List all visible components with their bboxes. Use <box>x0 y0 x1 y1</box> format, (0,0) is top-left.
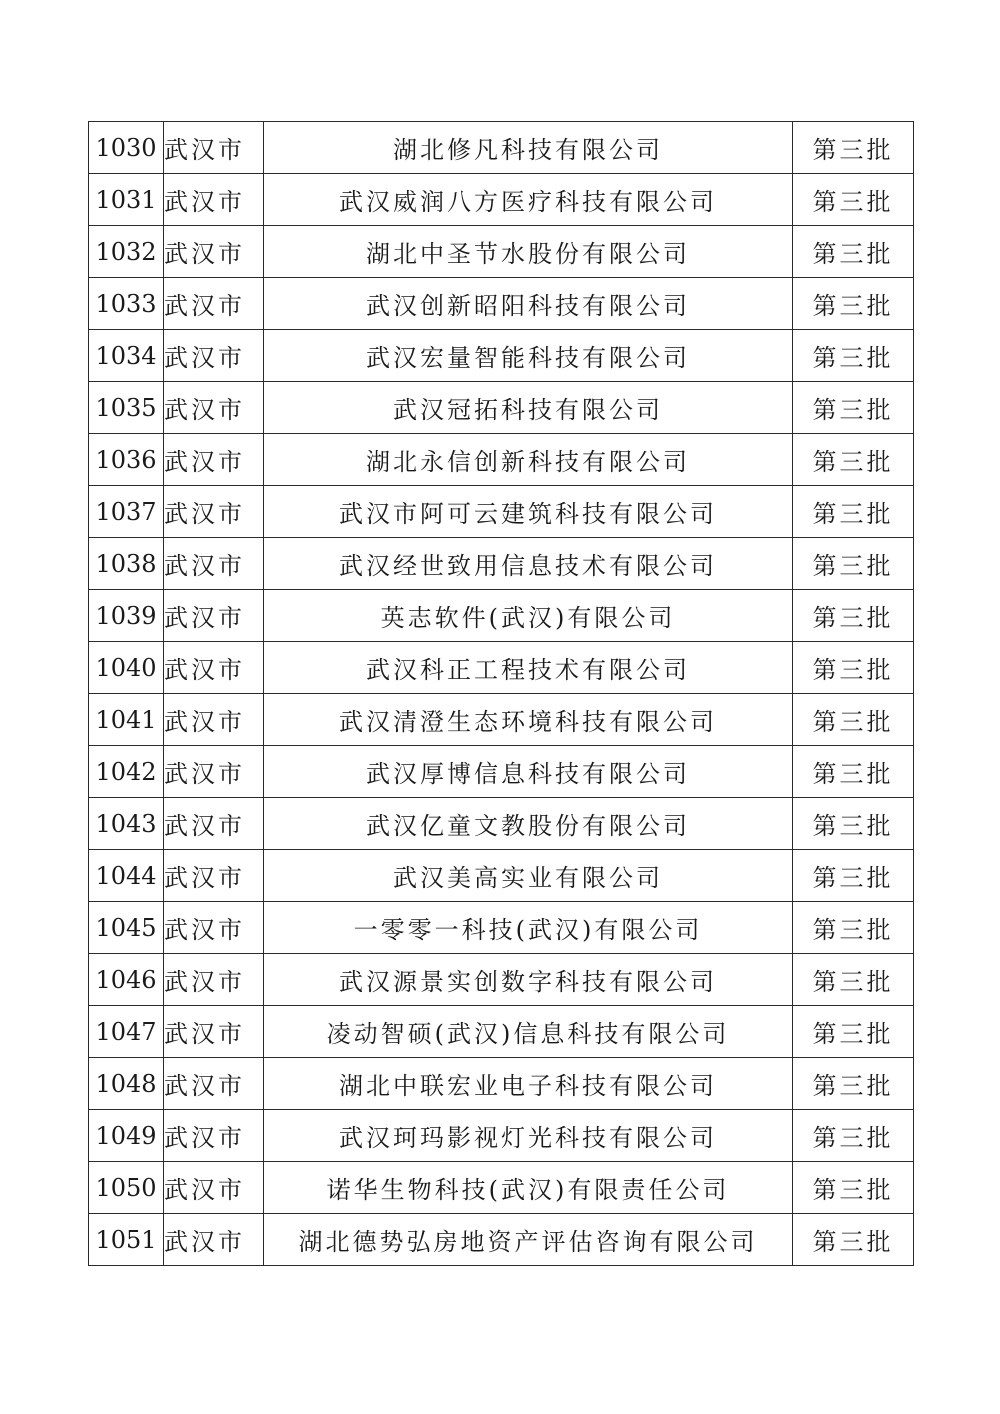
table-row <box>89 1162 914 1214</box>
batch-cell: 第三批 <box>793 590 914 642</box>
batch-cell: 第三批 <box>793 226 914 278</box>
table-row <box>89 850 914 902</box>
batch-cell: 第三批 <box>793 694 914 746</box>
city-cell: 武汉市 <box>164 798 264 850</box>
row-number: 1043 <box>89 798 164 850</box>
row-number: 1038 <box>89 538 164 590</box>
table-row <box>89 174 914 226</box>
table-row <box>89 798 914 850</box>
company-name-cell: 武汉宏量智能科技有限公司 <box>264 330 793 382</box>
batch-cell: 第三批 <box>793 746 914 798</box>
company-name-cell: 武汉厚博信息科技有限公司 <box>264 746 793 798</box>
batch-cell: 第三批 <box>793 122 914 174</box>
city-cell: 武汉市 <box>164 382 264 434</box>
city-cell: 武汉市 <box>164 642 264 694</box>
company-name-cell: 武汉清澄生态环境科技有限公司 <box>264 694 793 746</box>
table-row <box>89 590 914 642</box>
batch-cell: 第三批 <box>793 486 914 538</box>
batch-cell: 第三批 <box>793 798 914 850</box>
row-number: 1045 <box>89 902 164 954</box>
city-cell: 武汉市 <box>164 330 264 382</box>
city-cell: 武汉市 <box>164 1110 264 1162</box>
batch-cell: 第三批 <box>793 1006 914 1058</box>
city-cell: 武汉市 <box>164 902 264 954</box>
city-cell: 武汉市 <box>164 1006 264 1058</box>
row-number: 1046 <box>89 954 164 1006</box>
company-name-cell: 武汉经世致用信息技术有限公司 <box>264 538 793 590</box>
table-row <box>89 954 914 1006</box>
batch-cell: 第三批 <box>793 1110 914 1162</box>
company-list-table <box>88 121 914 1266</box>
row-number: 1034 <box>89 330 164 382</box>
row-number: 1032 <box>89 226 164 278</box>
city-cell: 武汉市 <box>164 954 264 1006</box>
company-name-cell: 武汉珂玛影视灯光科技有限公司 <box>264 1110 793 1162</box>
company-name-cell: 武汉冠拓科技有限公司 <box>264 382 793 434</box>
company-name-cell: 凌动智硕(武汉)信息科技有限公司 <box>264 1006 793 1058</box>
table-row <box>89 694 914 746</box>
row-number: 1042 <box>89 746 164 798</box>
table-row <box>89 1110 914 1162</box>
batch-cell: 第三批 <box>793 642 914 694</box>
city-cell: 武汉市 <box>164 538 264 590</box>
table-row <box>89 902 914 954</box>
batch-cell: 第三批 <box>793 278 914 330</box>
batch-cell: 第三批 <box>793 1214 914 1266</box>
company-name-cell: 一零零一科技(武汉)有限公司 <box>264 902 793 954</box>
batch-cell: 第三批 <box>793 538 914 590</box>
row-number: 1044 <box>89 850 164 902</box>
table-row <box>89 330 914 382</box>
batch-cell: 第三批 <box>793 1162 914 1214</box>
batch-cell: 第三批 <box>793 382 914 434</box>
table-row <box>89 382 914 434</box>
table-row <box>89 538 914 590</box>
row-number: 1031 <box>89 174 164 226</box>
row-number: 1035 <box>89 382 164 434</box>
company-name-cell: 武汉市阿可云建筑科技有限公司 <box>264 486 793 538</box>
table-row <box>89 746 914 798</box>
batch-cell: 第三批 <box>793 850 914 902</box>
company-name-cell: 湖北修凡科技有限公司 <box>264 122 793 174</box>
batch-cell: 第三批 <box>793 1058 914 1110</box>
table-row <box>89 434 914 486</box>
company-name-cell: 武汉科正工程技术有限公司 <box>264 642 793 694</box>
city-cell: 武汉市 <box>164 226 264 278</box>
company-name-cell: 武汉美高实业有限公司 <box>264 850 793 902</box>
city-cell: 武汉市 <box>164 174 264 226</box>
table-row <box>89 642 914 694</box>
row-number: 1049 <box>89 1110 164 1162</box>
company-name-cell: 湖北永信创新科技有限公司 <box>264 434 793 486</box>
batch-cell: 第三批 <box>793 954 914 1006</box>
row-number: 1041 <box>89 694 164 746</box>
table-row <box>89 1058 914 1110</box>
row-number: 1039 <box>89 590 164 642</box>
table-row <box>89 122 914 174</box>
company-name-cell: 英志软件(武汉)有限公司 <box>264 590 793 642</box>
batch-cell: 第三批 <box>793 902 914 954</box>
table-row <box>89 486 914 538</box>
city-cell: 武汉市 <box>164 850 264 902</box>
city-cell: 武汉市 <box>164 1058 264 1110</box>
company-name-cell: 武汉创新昭阳科技有限公司 <box>264 278 793 330</box>
row-number: 1051 <box>89 1214 164 1266</box>
batch-cell: 第三批 <box>793 434 914 486</box>
table-row <box>89 226 914 278</box>
city-cell: 武汉市 <box>164 122 264 174</box>
company-name-cell: 武汉威润八方医疗科技有限公司 <box>264 174 793 226</box>
city-cell: 武汉市 <box>164 486 264 538</box>
city-cell: 武汉市 <box>164 434 264 486</box>
city-cell: 武汉市 <box>164 1162 264 1214</box>
table-row <box>89 1214 914 1266</box>
table-row <box>89 1006 914 1058</box>
row-number: 1047 <box>89 1006 164 1058</box>
company-name-cell: 武汉源景实创数字科技有限公司 <box>264 954 793 1006</box>
row-number: 1036 <box>89 434 164 486</box>
table-body <box>89 122 914 1266</box>
company-name-cell: 湖北中联宏业电子科技有限公司 <box>264 1058 793 1110</box>
batch-cell: 第三批 <box>793 174 914 226</box>
batch-cell: 第三批 <box>793 330 914 382</box>
row-number: 1050 <box>89 1162 164 1214</box>
city-cell: 武汉市 <box>164 1214 264 1266</box>
row-number: 1033 <box>89 278 164 330</box>
city-cell: 武汉市 <box>164 278 264 330</box>
table-row <box>89 278 914 330</box>
company-name-cell: 湖北德势弘房地资产评估咨询有限公司 <box>264 1214 793 1266</box>
row-number: 1040 <box>89 642 164 694</box>
city-cell: 武汉市 <box>164 590 264 642</box>
company-name-cell: 诺华生物科技(武汉)有限责任公司 <box>264 1162 793 1214</box>
row-number: 1037 <box>89 486 164 538</box>
row-number: 1048 <box>89 1058 164 1110</box>
city-cell: 武汉市 <box>164 746 264 798</box>
company-name-cell: 湖北中圣节水股份有限公司 <box>264 226 793 278</box>
row-number: 1030 <box>89 122 164 174</box>
company-name-cell: 武汉亿童文教股份有限公司 <box>264 798 793 850</box>
city-cell: 武汉市 <box>164 694 264 746</box>
